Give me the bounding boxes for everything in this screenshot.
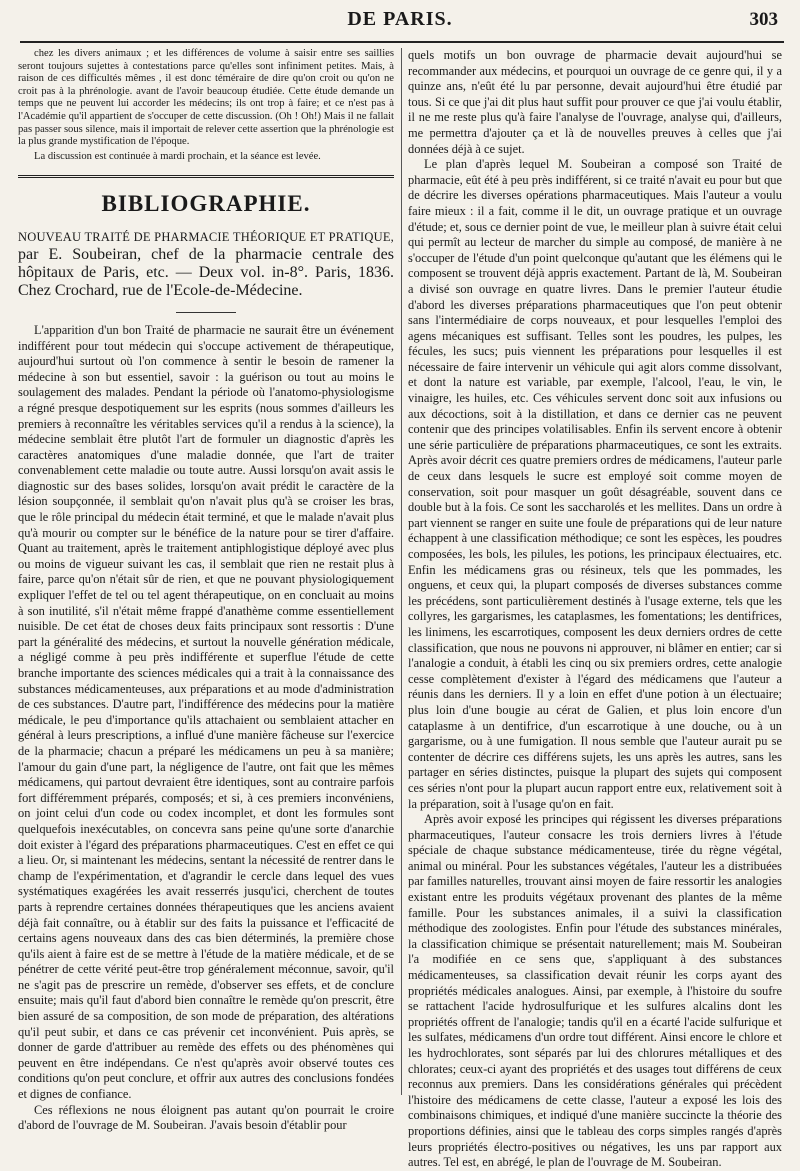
page-number: 303	[749, 9, 778, 30]
body-paragraph: Ces réflexions ne nous éloignent pas autant qu'on pourrait le croire d'abord de l'ouvrage de M. Soubeiran. J'avais besoin d'établir pour	[18, 1102, 394, 1133]
body-paragraph: quels motifs un bon ouvrage de pharmacie devait aujourd'hui se recommander aux médecins, et pourquoi un ouvrage de ce genre qui, il y a quinze ans, n'eût été lu par personne, devait aujourd'hui être étudié par tous. Si ce que j'ai dit plus haut suffit pour prouver ce que j'ai voulu établir, il ne me reste plus qu'à faire l'analyse de l'ouvrage, analyse qui, d'ailleurs, me permettra d'ajouter ça et là de nouvelles preuves à celles que j'ai données déjà à ce sujet.	[408, 48, 782, 156]
section-title: BIBLIOGRAPHIE.	[101, 191, 311, 217]
session-closing-line: La discussion est continuée à mardi prochain, et la séance est levée.	[34, 150, 321, 162]
body-paragraph: Le plan d'après lequel M. Soubeiran a composé son Traité de pharmacie, eût été à peu près indifférent, si ce traité n'avait eu pour but que de décrire les diverses opérations pharmaceutiques. Mais l'auteur a voulu faire mieux : il a fait, comme il le dit, un ouvrage pratique et un ouvrage d'étude; et, sous ce dernier point de vue, le meilleur plan à suivre était celui qui permît au lecteur de marcher du simple au composé, de manière à ne s'occuper de l'étude d'un point quelconque qu'autant que les élémens qui le composent se trouvent déjà appris exactement. Partant de là, M. Soubeiran a divisé son ouvrage en quatre livres. Dans le premier l'auteur étudie d'abord les diverses préparations pharmaceutiques que l'on peut obtenir sans l'intermédiaire de corps nouveaux, et pour lesquelles l'emploi des agens mécaniques est suffisant. Telles sont les poudres, les pulpes, les fécules, les sucs; puis viennent les préparations pour lesquelles il est nécessaire de faire intervenir un véhicule qui agit alors comme dissolvant, et dont la nature est variable, par exemple, l'alcool, l'eau, le vin, le vinaigre, les huiles, etc. Ces véhicules servent donc soit aux infusions ou aux décoctions, soit à la distillation, et dans ce dernier cas ne peuvent contenir que des principes volatilisables. Enfin ils servent encore à obtenir une série particulière de préparations pharmaceutiques, ce sont les extraits. Après avoir décrit ces quatre premiers ordres de médicamens, l'auteur parle de ceux dans lesquels le sucre est employé soit comme moyen de conservation, soit pour masquer un goût désagréable, souvent dans ce double but à la fois. Ce sont les saccharolés et les mellites. Dans un ordre à part viennent se ranger en suite une foule de préparations qui de leur nature échappent à une classification méthodique; ce sont les espèces, les poudres composées, les bols, les pilules, les potions, les principaux électuaires, etc. Enfin les médicamens gras ou résineux, tels que les pommades, les onguens, et ceux qui, la plupart composés de diverses substances comme les précédens, sont particulièrement destinés à l'usage externe, tels que les collyres, les gargarismes, les cataplasmes, les fomentations; les dentifrices, les linimens, les escarrotiques, composent les deux derniers ordres de cette classification, que nous ne pouvons ni approuver, ni blâmer en entier; car si l'analogie a conduit, à établi les cinq ou six premiers ordres, cette analogie cesse complètement d'exister à l'égard des médicamens que l'auteur a réunis dans les derniers. Il y a loin en effet d'une potion à un électuaire; plus loin d'une bougie au cérat de Galien, et plus loin encore d'un cataplasme à un dentifrice, d'un escarrotique à une douche, ou à un gargarisme, ou à une fumigation. Il nous semble que l'auteur aurait pu se contenter de décrire ces différens sujets, les uns après les autres, sans les partager en séries distinctes, puisque la plupart des sujets qui composent ces séries n'ont pour la plupart aucun rapport entre eux, relativement soit à la préparation, soit à l'usage qu'on en fait.	[408, 157, 782, 811]
book-entry	[18, 228, 394, 300]
book-details: par E. Soubeiran, chef de la pharmacie centrale des hôpitaux de Paris, etc. — Deux vol. in-8°. Paris, 1836. Chez Crochard, rue de l'Ecole-de-Médecine.	[18, 245, 394, 299]
book-title: NOUVEAU TRAITÉ DE PHARMACIE THÉORIQUE ET PRATIQUE,	[18, 229, 394, 244]
right-column	[408, 48, 782, 1170]
book-entry-rule	[176, 312, 236, 313]
page-header	[20, 8, 780, 38]
header-rule	[20, 41, 784, 43]
column-divider	[401, 48, 402, 1095]
left-column	[18, 48, 394, 1133]
intro-paragraph: chez les divers animaux ; et les différences de volume à saisir entre ses saillies seront toujours sujettes à contestations parce qu'elles sont infiniment petites. Mais, à raison de ces difficultés mêmes , il est donc téméraire de dire qu'on croit ou qu'on ne croit pas à la phrénologie. avant de l'avoir beaucoup étudiée. Cette étude demande un temps que ne peuvent lui accorder les médecins; ils ont trop à faire; et ce n'est pas à l'Académie qu'il appartient de s'occuper de cette discussion. (Oh ! Oh!) Mais il ne fallait pas passer sous silence, mais il importait de relever cette assertion que la phrénologie est la plus grande mystification de l'époque.	[18, 48, 394, 148]
body-paragraph: Après avoir exposé les principes qui régissent les diverses préparations pharmaceutiques, l'auteur consacre les trois derniers livres à l'étude spéciale de chaque substance médicamenteuse, tirée du règne végétal, animal ou minéral. Pour les substances végétales, l'auteur les a distribuées par familles naturelles, trouvant ainsi moyen de faire ressortir les analogies existant entre les produits végétaux provenant des plantes de la même famille. Pour les substances animales, il a suivi la classification méthodique des zoologistes. Enfin pour l'étude des substances minérales, la classification chimique se présentait naturellement; mais M. Soubeiran l'a modifiée en ce sens que, s'appliquant à des substances médicamenteuses, sa classification devait réunir les corps ayant des propriétés médicales analogues. Ainsi, par exemple, à l'histoire du soufre se rattachent l'acide hydrosulfurique et les sulfures alcalins dont les propriétés offrent de l'analogie; tandis qu'il en a écarté l'acide sulfurique et les sulfates, médicamens d'un ordre tout différent. Ainsi encore le chlore et les hydrochlorates, sont séparés par lui des chlorures métalliques et des chlorates; ceux-ci ayant des propriétés et des usages tout différens de ceux reconnus aux premiers. Dans les considérations générales qui précèdent l'histoire des médicamens de cette classe, l'auteur a exposé les lois des combinaisons chimiques, et indiqué d'une manière succincte la théorie des proportions définies, ainsi que le tableau des corps simples rangés d'après leurs propriétés électro-positives ou négatives, les uns par rapport aux autres. Tel est, en abrégé, le plan de l'ouvrage de M. Soubeiran.	[408, 812, 782, 1170]
running-title: DE PARIS.	[347, 8, 453, 30]
section-separator	[18, 175, 394, 178]
body-paragraph: L'apparition d'un bon Traité de pharmacie ne saurait être un événement indifférent pour tout médecin qui s'occupe activement de thérapeutique, aujourd'hui surtout où l'on commence à sentir le besoin de ramener la médecine à son but essentiel, savoir : la guérison ou tout au moins le soulagement des malades. Pendant la période où l'anatomo-physiologisme a régné presque despotiquement sur les esprits (nous sommes d'ailleurs les premiers à reconnaître les véritables services qu'il a rendus à la science), la médecine semblait être plutôt l'art de formuler un diagnostic d'après les caractères anatomiques d'une maladie donnée, que l'art de traiter convenablement cette maladie ou toute autre. Aussi lorsqu'on avait assis le diagnostic sur des bases solides, lorsqu'on avait prédit le caractère de la lésion soupçonnée, il semblait qu'on n'avait plus qu'à se croiser les bras, que le rôle principal du médecin était terminé, et que le malade n'avait plus qu'à mourir ou compter sur le bénéfice de la nature pour se tirer d'affaire. Quant au traitement, après le traitement antiphlogistique déployé avec plus ou moins de vigueur suivant les cas, il semblait que rien ne restait plus à faire, parce qu'on n'était sûr de rien, et que ne pouvant physiologiquement expliquer l'effet de tel ou tel agent thérapeutique, on en concluait au moins à son inutilité, s'il n'était même frappé d'anathème comme essentiellement nuisible. De cet état de choses deux faits principaux sont ressortis : D'une part la généralité des médecins, et surtout la nouvelle génération médicale, a négligé comme à peu près indifférente et superflue l'étude de cette branche importante des sciences médicales qui a trait à la connaissance des substances médicamenteuses, aux préparations et au mode d'administration de ces substances. D'autre part, l'indifférence des médecins pour la matière médicale, le peu d'importance qu'ils attachaient ou semblaient attacher en général à leurs prescriptions, a influé d'une manière fâcheuse sur l'exercice de la pharmacie; chacun a préparé les médicamens un peu à sa manière; l'amour du gain d'une part, la négligence de l'autre, ont fait que les mêmes médicamens, qui partout devraient être identiques, sont au contraire parfois fort différemment préparés, composés; et si, à ces premiers inconvéniens, on joint celui d'un code ou codex incomplet, et dont les formules sont quelquefois inexécutables, on concevra sans peine qu'une sorte d'anarchie doit exister à l'égard des préparations pharmaceutiques. C'est en effet ce qui a lieu. Or, si maintenant les médecins, sentant la nécessité de rentrer dans le champ de l'expérimentation, et d'agrandir le cercle dans lequel des vues systématiques exagérées les avait resserrés jusqu'ici, cherchent de toutes parts à reprendre certaines données thérapeutiques que les anciens avaient déjà fait connaître, ou à établir sur des faits la puissance et l'efficacité de certains agens nouveaux dans des cas bien déterminés, la première chose qu'ils aient à faire est de se mettre à l'étude de la matière médicale, et de se pénétrer de cette vérité peut-être trop généralement méconnue, savoir, qu'il ne s'agit pas de prescrire un remède, d'observer ses effets, et de conclure ensuite; mais qu'il faut d'abord bien connaître le remède qu'on prescrit, être bien assuré de sa composition, de son mode de préparation, des altérations qu'il peut subir, et dans ce cas prévenir cet inconvénient. Puis après, se donner de garde d'attribuer au remède des effets ou des phénomènes qui peuvent en être indépendans. Ce n'est qu'après avoir observé toutes ces conditions qu'on peut conclure, et offrir aux autres des conclusions fondées et dignes de confiance.	[18, 322, 394, 1102]
